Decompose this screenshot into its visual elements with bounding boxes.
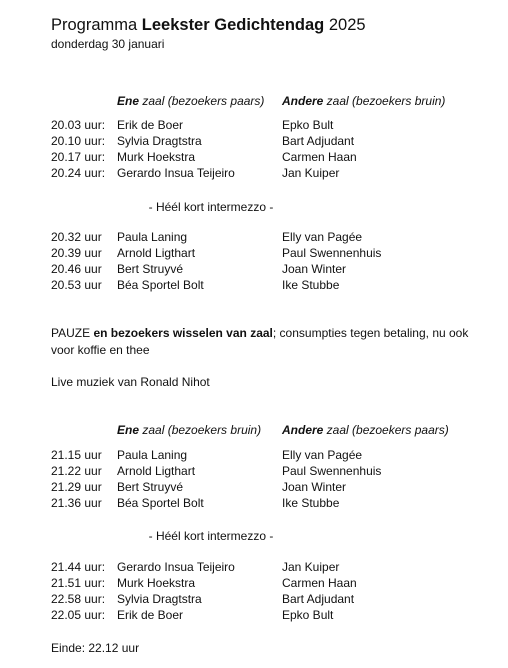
schedule-row bbox=[0, 607, 508, 623]
pause-part1: PAUZE bbox=[51, 326, 94, 340]
schedule-row bbox=[0, 277, 508, 293]
row-performer-b: Epko Bult bbox=[282, 118, 334, 132]
row-performer-a: Erik de Boer bbox=[117, 608, 184, 622]
end-time: Einde: 22.12 uur bbox=[51, 641, 140, 655]
schedule-row bbox=[0, 229, 508, 245]
block2-header-b-rest: zaal (bezoekers paars) bbox=[323, 423, 449, 437]
row-performer-a: Gerardo Insua Teijeiro bbox=[117, 166, 235, 180]
row-time: 20.17 uur: bbox=[51, 150, 106, 164]
block2-header-a-bold: Ene bbox=[117, 423, 140, 437]
row-time: 22.58 uur: bbox=[51, 592, 106, 606]
schedule-row bbox=[0, 261, 508, 277]
row-performer-a: Murk Hoekstra bbox=[117, 150, 196, 164]
title-suffix: 2025 bbox=[324, 16, 366, 34]
title-prefix: Programma bbox=[51, 16, 142, 34]
row-time: 21.51 uur: bbox=[51, 576, 106, 590]
row-performer-b: Elly van Pagée bbox=[282, 448, 363, 462]
block1-header-b-rest: zaal (bezoekers bruin) bbox=[323, 94, 446, 108]
row-performer-b: Bart Adjudant bbox=[282, 592, 355, 606]
row-performer-b: Epko Bult bbox=[282, 608, 334, 622]
row-time: 20.24 uur: bbox=[51, 166, 106, 180]
block2-header-a bbox=[117, 423, 261, 438]
row-performer-a: Gerardo Insua Teijeiro bbox=[117, 560, 235, 574]
row-performer-a: Béa Sportel Bolt bbox=[117, 496, 204, 510]
row-performer-a: Bert Struyvé bbox=[117, 480, 184, 494]
row-performer-a: Sylvia Dragtstra bbox=[117, 134, 202, 148]
row-performer-b: Jan Kuiper bbox=[282, 166, 340, 180]
block1-header-a-bold: Ene bbox=[117, 94, 140, 108]
pause-note bbox=[51, 325, 471, 359]
row-performer-a: Sylvia Dragtstra bbox=[117, 592, 202, 606]
block1-header-a-rest: zaal (bezoekers paars) bbox=[139, 94, 265, 108]
row-performer-a: Paula Laning bbox=[117, 448, 188, 462]
row-time: 20.39 uur bbox=[51, 246, 102, 260]
row-performer-b: Joan Winter bbox=[282, 262, 347, 276]
row-performer-a: Murk Hoekstra bbox=[117, 576, 196, 590]
row-performer-b: Paul Swennenhuis bbox=[282, 464, 382, 478]
row-time: 20.46 uur bbox=[51, 262, 102, 276]
row-performer-b: Ike Stubbe bbox=[282, 496, 340, 510]
row-time: 21.44 uur: bbox=[51, 560, 106, 574]
event-date: donderdag 30 januari bbox=[51, 37, 165, 51]
intermezzo-1: - Héél kort intermezzo - bbox=[148, 200, 274, 214]
row-time: 21.29 uur bbox=[51, 480, 102, 494]
schedule-row bbox=[0, 463, 508, 479]
row-time: 20.53 uur bbox=[51, 278, 102, 292]
row-performer-b: Jan Kuiper bbox=[282, 560, 340, 574]
schedule-row bbox=[0, 495, 508, 511]
block2-header-b bbox=[282, 423, 449, 438]
pause-bold: en bezoekers wisselen van zaal bbox=[93, 326, 273, 340]
live-music-note: Live muziek van Ronald Nihot bbox=[51, 375, 210, 389]
row-performer-b: Carmen Haan bbox=[282, 150, 357, 164]
row-time: 20.10 uur: bbox=[51, 134, 106, 148]
row-time: 22.05 uur: bbox=[51, 608, 106, 622]
schedule-row bbox=[0, 245, 508, 261]
page-title bbox=[51, 15, 366, 35]
block2-header-b-bold: Andere bbox=[282, 423, 324, 437]
schedule-row bbox=[0, 479, 508, 495]
row-performer-b: Ike Stubbe bbox=[282, 278, 340, 292]
row-performer-a: Bert Struyvé bbox=[117, 262, 184, 276]
row-performer-a: Arnold Ligthart bbox=[117, 246, 196, 260]
block2-header-a-rest: zaal (bezoekers bruin) bbox=[139, 423, 262, 437]
row-time: 21.36 uur bbox=[51, 496, 102, 510]
block1-header-b bbox=[282, 94, 445, 109]
row-time: 20.03 uur: bbox=[51, 118, 106, 132]
schedule-row bbox=[0, 133, 508, 149]
row-performer-b: Joan Winter bbox=[282, 480, 347, 494]
pause-part2: ; consumpties tegen betaling, nu ook voor koffie en thee bbox=[51, 326, 469, 357]
intermezzo-2: - Héél kort intermezzo - bbox=[148, 529, 274, 543]
schedule-row bbox=[0, 149, 508, 165]
block1-header-b-bold: Andere bbox=[282, 94, 324, 108]
title-bold: Leekster Gedichtendag bbox=[141, 16, 325, 34]
row-performer-b: Carmen Haan bbox=[282, 576, 357, 590]
row-time: 21.22 uur bbox=[51, 464, 102, 478]
row-performer-a: Erik de Boer bbox=[117, 118, 184, 132]
row-performer-b: Elly van Pagée bbox=[282, 230, 363, 244]
schedule-row bbox=[0, 117, 508, 133]
schedule-row bbox=[0, 559, 508, 575]
row-time: 20.32 uur bbox=[51, 230, 102, 244]
schedule-row bbox=[0, 447, 508, 463]
row-time: 21.15 uur bbox=[51, 448, 102, 462]
row-performer-b: Bart Adjudant bbox=[282, 134, 355, 148]
row-performer-a: Arnold Ligthart bbox=[117, 464, 196, 478]
block1-header-a bbox=[117, 94, 264, 109]
schedule-row bbox=[0, 165, 508, 181]
schedule-row bbox=[0, 575, 508, 591]
row-performer-a: Paula Laning bbox=[117, 230, 188, 244]
row-performer-a: Béa Sportel Bolt bbox=[117, 278, 204, 292]
schedule-row bbox=[0, 591, 508, 607]
row-performer-b: Paul Swennenhuis bbox=[282, 246, 382, 260]
